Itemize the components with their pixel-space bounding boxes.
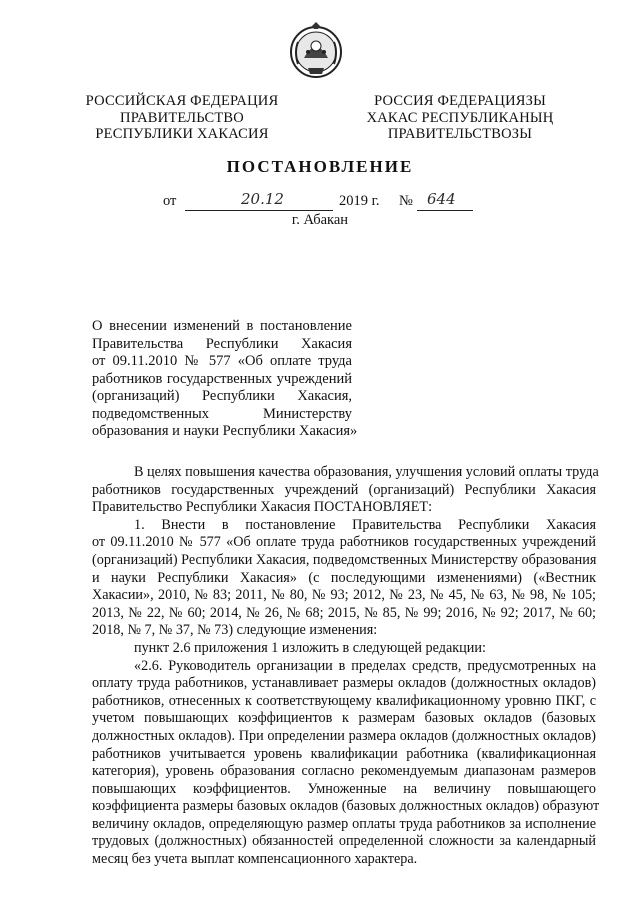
handwritten-number: 644 — [427, 190, 456, 208]
header-right-line: РОССИЯ ФЕДЕРАЦИЯЗЫ — [374, 93, 546, 109]
header-left-line: ПРАВИТЕЛЬСТВО — [120, 109, 244, 126]
body-line: (организаций) Республики Хакасия, подведомственных Министерству образования — [92, 551, 597, 568]
header-right-block — [360, 93, 560, 143]
body-line: работников, отнесенных к соответствующему квалификационному уровню ПКГ, с — [92, 692, 596, 709]
subject-block — [92, 318, 358, 441]
khakassia-coat-of-arms-icon — [288, 22, 344, 80]
body-line: оплату труда работников, устанавливает размеры окладов (должностных окладов) — [92, 675, 596, 692]
subject-line: Правительства Республики Хакасия — [92, 335, 352, 352]
body-line: трудовых (должностных) обязанностей определенной сложности за календарный — [92, 833, 596, 850]
body-line: «2.6. Руководитель организации в пределах средств, предусмотренных на — [134, 657, 596, 674]
body-line: работников государственных учреждений (организаций) Республики Хакасия — [92, 481, 596, 498]
body-line: работников учитывается уровень квалификации работника (квалификационная — [92, 745, 596, 762]
body-line: 1. Внести в постановление Правительства Республики Хакасия — [134, 516, 596, 533]
date-prefix: от — [163, 193, 177, 209]
header-left-line: РЕСПУБЛИКИ ХАКАСИЯ — [95, 126, 269, 142]
body-line: повышающих коэффициентов. Умноженные на величину повышающего — [92, 780, 596, 797]
document-title: ПОСТАНОВЛЕНИЕ — [226, 157, 414, 176]
body-line: от 09.11.2010 № 577 «Об оплате труда работников государственных учреждений — [92, 534, 596, 551]
header-left-block — [82, 93, 282, 143]
body-line: Правительство Республики Хакасия ПОСТАНОВЛЯЕТ: — [92, 499, 433, 516]
date-year: 2019 г. — [339, 193, 380, 209]
handwritten-date: 20.12 — [241, 190, 284, 208]
body-line: пункт 2.6 приложения 1 изложить в следующей редакции: — [134, 639, 486, 656]
body-line: В целях повышения качества образования, улучшения условий оплаты труда — [134, 464, 599, 480]
subject-line: работников государственных учреждений — [92, 370, 352, 387]
number-underline — [417, 210, 473, 211]
body-line: категория), уровень образования согласно рекомендуемым диапазонам размеров — [92, 763, 596, 780]
city-name: г. Абакан — [291, 212, 349, 228]
subject-line: от 09.11.2010 № 577 «Об оплате труда — [92, 353, 352, 369]
body-line: месяц без учета выплат компенсационного характера. — [92, 851, 418, 868]
body-line: 2018, № 7, № 37, № 73) следующие изменения: — [92, 622, 378, 639]
subject-line: О внесении изменений в постановление — [92, 318, 352, 334]
subject-line: подведомственных Министерству — [92, 405, 352, 422]
date-underline — [185, 210, 333, 211]
subject-line: (организаций) Республики Хакасия, — [92, 388, 352, 404]
body-line: Хакасии», 2010, № 83; 2011, № 80, № 93; 2012, № 23, № 45, № 63, № 98, № 105; — [92, 587, 596, 604]
header-left-line: РОССИЙСКАЯ ФЕДЕРАЦИЯ — [85, 93, 279, 109]
subject-line: образования и науки Республики Хакасия» — [92, 423, 358, 439]
body-line: должностных окладов). При определении размера окладов (должностных окладов) — [92, 727, 596, 744]
header-right-line: ХАКАС РЕСПУБЛИКАНЫҢ — [366, 109, 554, 126]
body-text — [92, 464, 600, 869]
body-line: и науки Республики Хакасия» (с последующими изменениями) («Вестник — [92, 569, 596, 586]
body-line: коэффициента размеры базовых окладов (базовых должностных окладов) образуют — [92, 798, 600, 815]
header-right-line: ПРАВИТЕЛЬСТВОЗЫ — [387, 126, 533, 142]
body-line: 2013, № 22, № 60; 2014, № 26, № 68; 2015, № 85, № 99; 2016, № 92; 2017, № 60; — [92, 604, 596, 621]
body-line: учетом повышающих коэффициентов к размерам базовых окладов (базовых — [92, 710, 596, 727]
body-line: величину окладов, определяющую размер оплаты труда работников за исполнение — [92, 815, 596, 832]
number-sign: № — [399, 193, 413, 209]
